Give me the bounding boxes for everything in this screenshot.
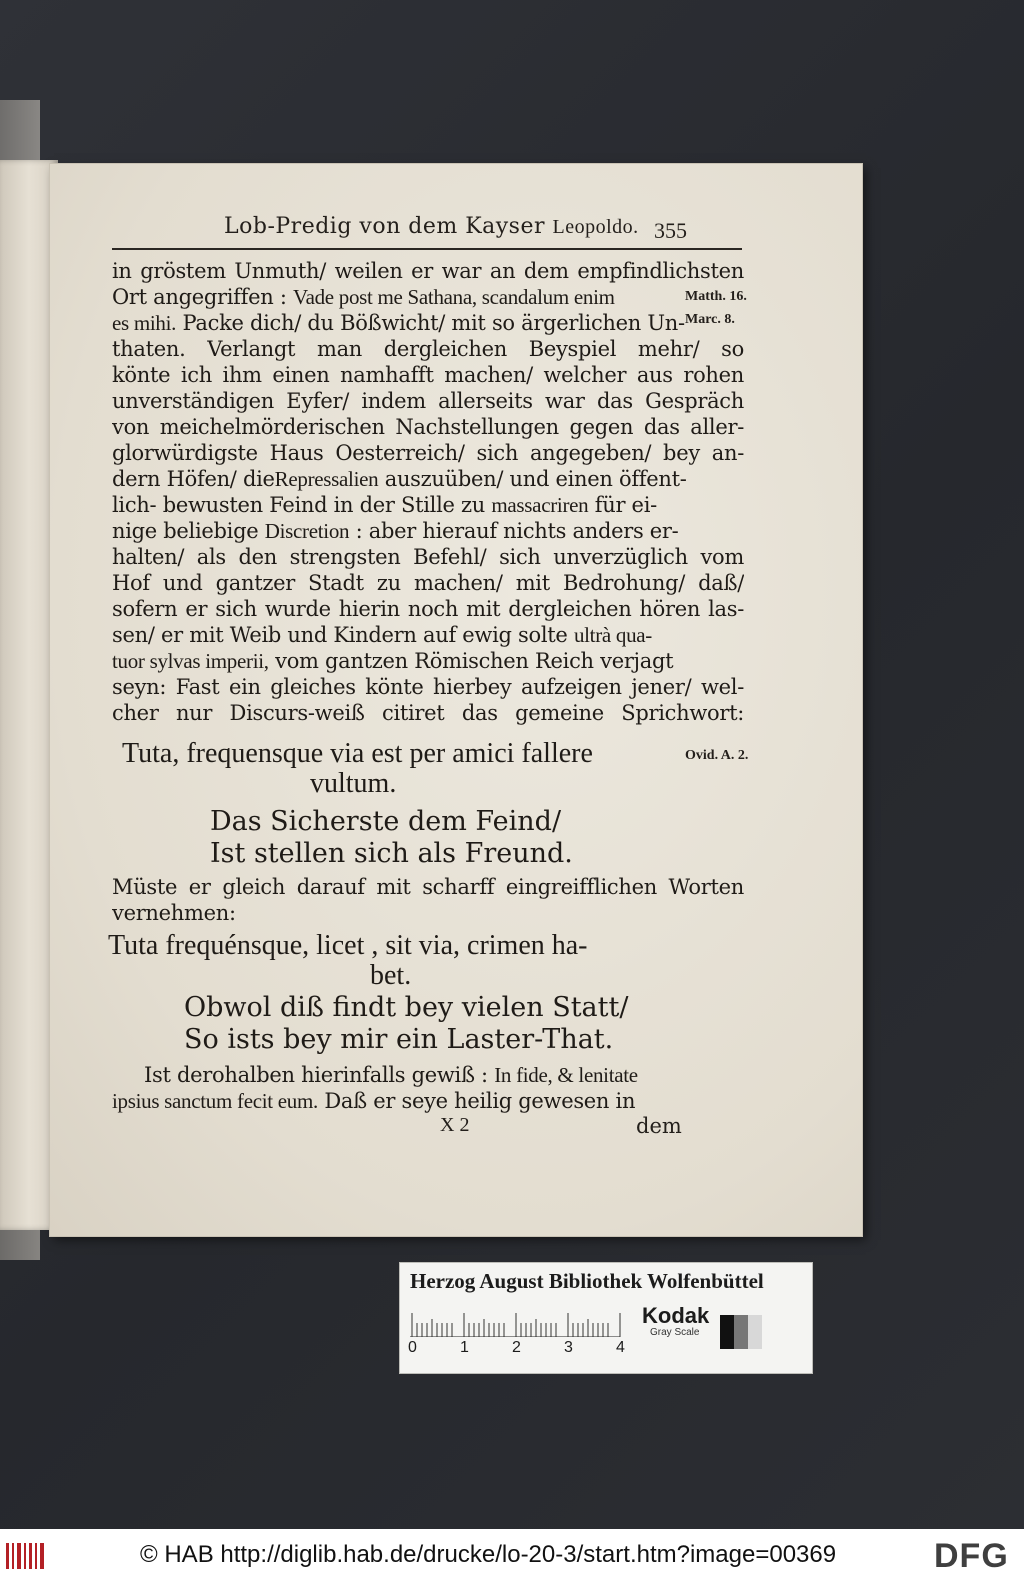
german-verse-1-line-1: Das Sicherste dem Feind/ [210,806,562,837]
gray-patch-light [748,1315,762,1349]
library-name: Herzog August Bibliothek Wolfenbüttel [410,1269,764,1293]
catchword: dem [636,1114,682,1138]
margin-note-matth: Matth. 16. [685,289,747,304]
latin-verse-2-line-2: bet. [370,960,412,991]
ruler-icon [410,1303,630,1337]
text-line: ipsius sanctum fecit eum. Daß er seye heilig gewesen in [112,1089,636,1113]
text-line: vernehmen: [112,901,236,925]
copyright-url[interactable]: © HAB http://diglib.hab.de/drucke/lo-20-3/start.htm?image=00369 [140,1541,837,1568]
body-text-block-2 [112,874,744,926]
text-line: glorwürdigste Haus Oesterreich/ sich angegeben/ bey an- [112,441,744,465]
text-line: Ort angegriffen : Vade post me Sathana, scandalum enim [112,285,615,309]
text-line: Ist derohalben hierinfalls gewiß : In fide, & lenitate [144,1063,638,1087]
text-line: Hof und gantzer Stadt zu machen/ mit Bedrohung/ daß/ [112,571,744,595]
body-text-block-1 [112,258,744,726]
german-verse-1-line-2: Ist stellen sich als Freund. [210,838,573,869]
text-line: lich- bewusten Feind in der Stille zu massacriren für ei- [112,493,657,517]
page-number: 355 [654,218,687,243]
running-head-text: Lob-Predig von dem Kayser [224,214,546,239]
text-line: Müste er gleich darauf mit scharff eingreifflichen Worten [112,875,744,899]
kodak-logo: Kodak [642,1303,710,1328]
text-line: tuor sylvas imperii, vom gantzen Römischen Reich verjagt [112,649,674,673]
margin-note-marc: Marc. 8. [685,312,735,327]
footer-bar [0,1529,1024,1582]
text-line: von meichelmörderischen Nachstellungen gegen das aller- [112,415,744,439]
header-rule [112,248,742,250]
latin-verse-2-line-1: Tuta frequénsque, licet , sit via, crimen ha- [108,930,588,961]
text-line: unverständigen Eyfer/ indem allerseits war das Gespräch [112,389,744,413]
text-line: dern Höfen/ dieRepressalien auszuüben/ und einen öffent- [112,467,687,491]
gray-patch-black [720,1315,734,1349]
latin-verse-1-line-1: Tuta, frequensque via est per amici fallere [122,738,593,769]
text-line: könte ich ihm einen namhafft machen/ welcher aus rohen [112,363,744,387]
gray-patch-mid [734,1315,748,1349]
book-page [50,164,862,1236]
text-line: sofern er sich wurde hierin noch mit dergleichen hören las- [112,597,744,621]
text-line: es mihi. Packe dich/ du Bößwicht/ mit so ärgerlichen Un- [112,311,685,335]
german-verse-2-line-1: Obwol diß findt bey vielen Statt/ [184,992,629,1023]
latin-verse-1-line-2: vultum. [310,768,397,799]
color-scale-card [399,1262,813,1374]
barcode-logo-icon [4,1539,48,1573]
gray-scale-label: Gray Scale [650,1327,700,1338]
signature-mark: X 2 [440,1114,470,1136]
dfg-logo: DFG [934,1537,1009,1575]
ruler-numbers: 0 1 2 3 4 [408,1339,625,1356]
running-head-latin: Leopoldo. [552,216,639,238]
running-head [224,214,644,246]
text-line: in gröstem Unmuth/ weilen er war an dem empfindlichsten [112,259,744,283]
margin-note-ovid: Ovid. A. 2. [685,748,749,763]
text-line: halten/ als den strengsten Befehl/ sich unverzüglich vom [112,545,744,569]
text-line: thaten. Verlangt man dergleichen Beyspiel mehr/ so [112,337,744,361]
text-line: seyn: Fast ein gleiches könte hierbey aufzeigen jener/ wel- [112,675,744,699]
text-line: nige beliebige Discretion : aber hierauf nichts anders er- [112,519,679,543]
body-text-block-3 [112,1062,744,1114]
text-line: sen/ er mit Weib und Kindern auf ewig solte ultrà qua- [112,623,652,647]
german-verse-2-line-2: So ists bey mir ein Laster-That. [184,1024,614,1055]
text-line: cher nur Discurs-weiß citiret das gemeine Sprichwort: [112,701,744,725]
